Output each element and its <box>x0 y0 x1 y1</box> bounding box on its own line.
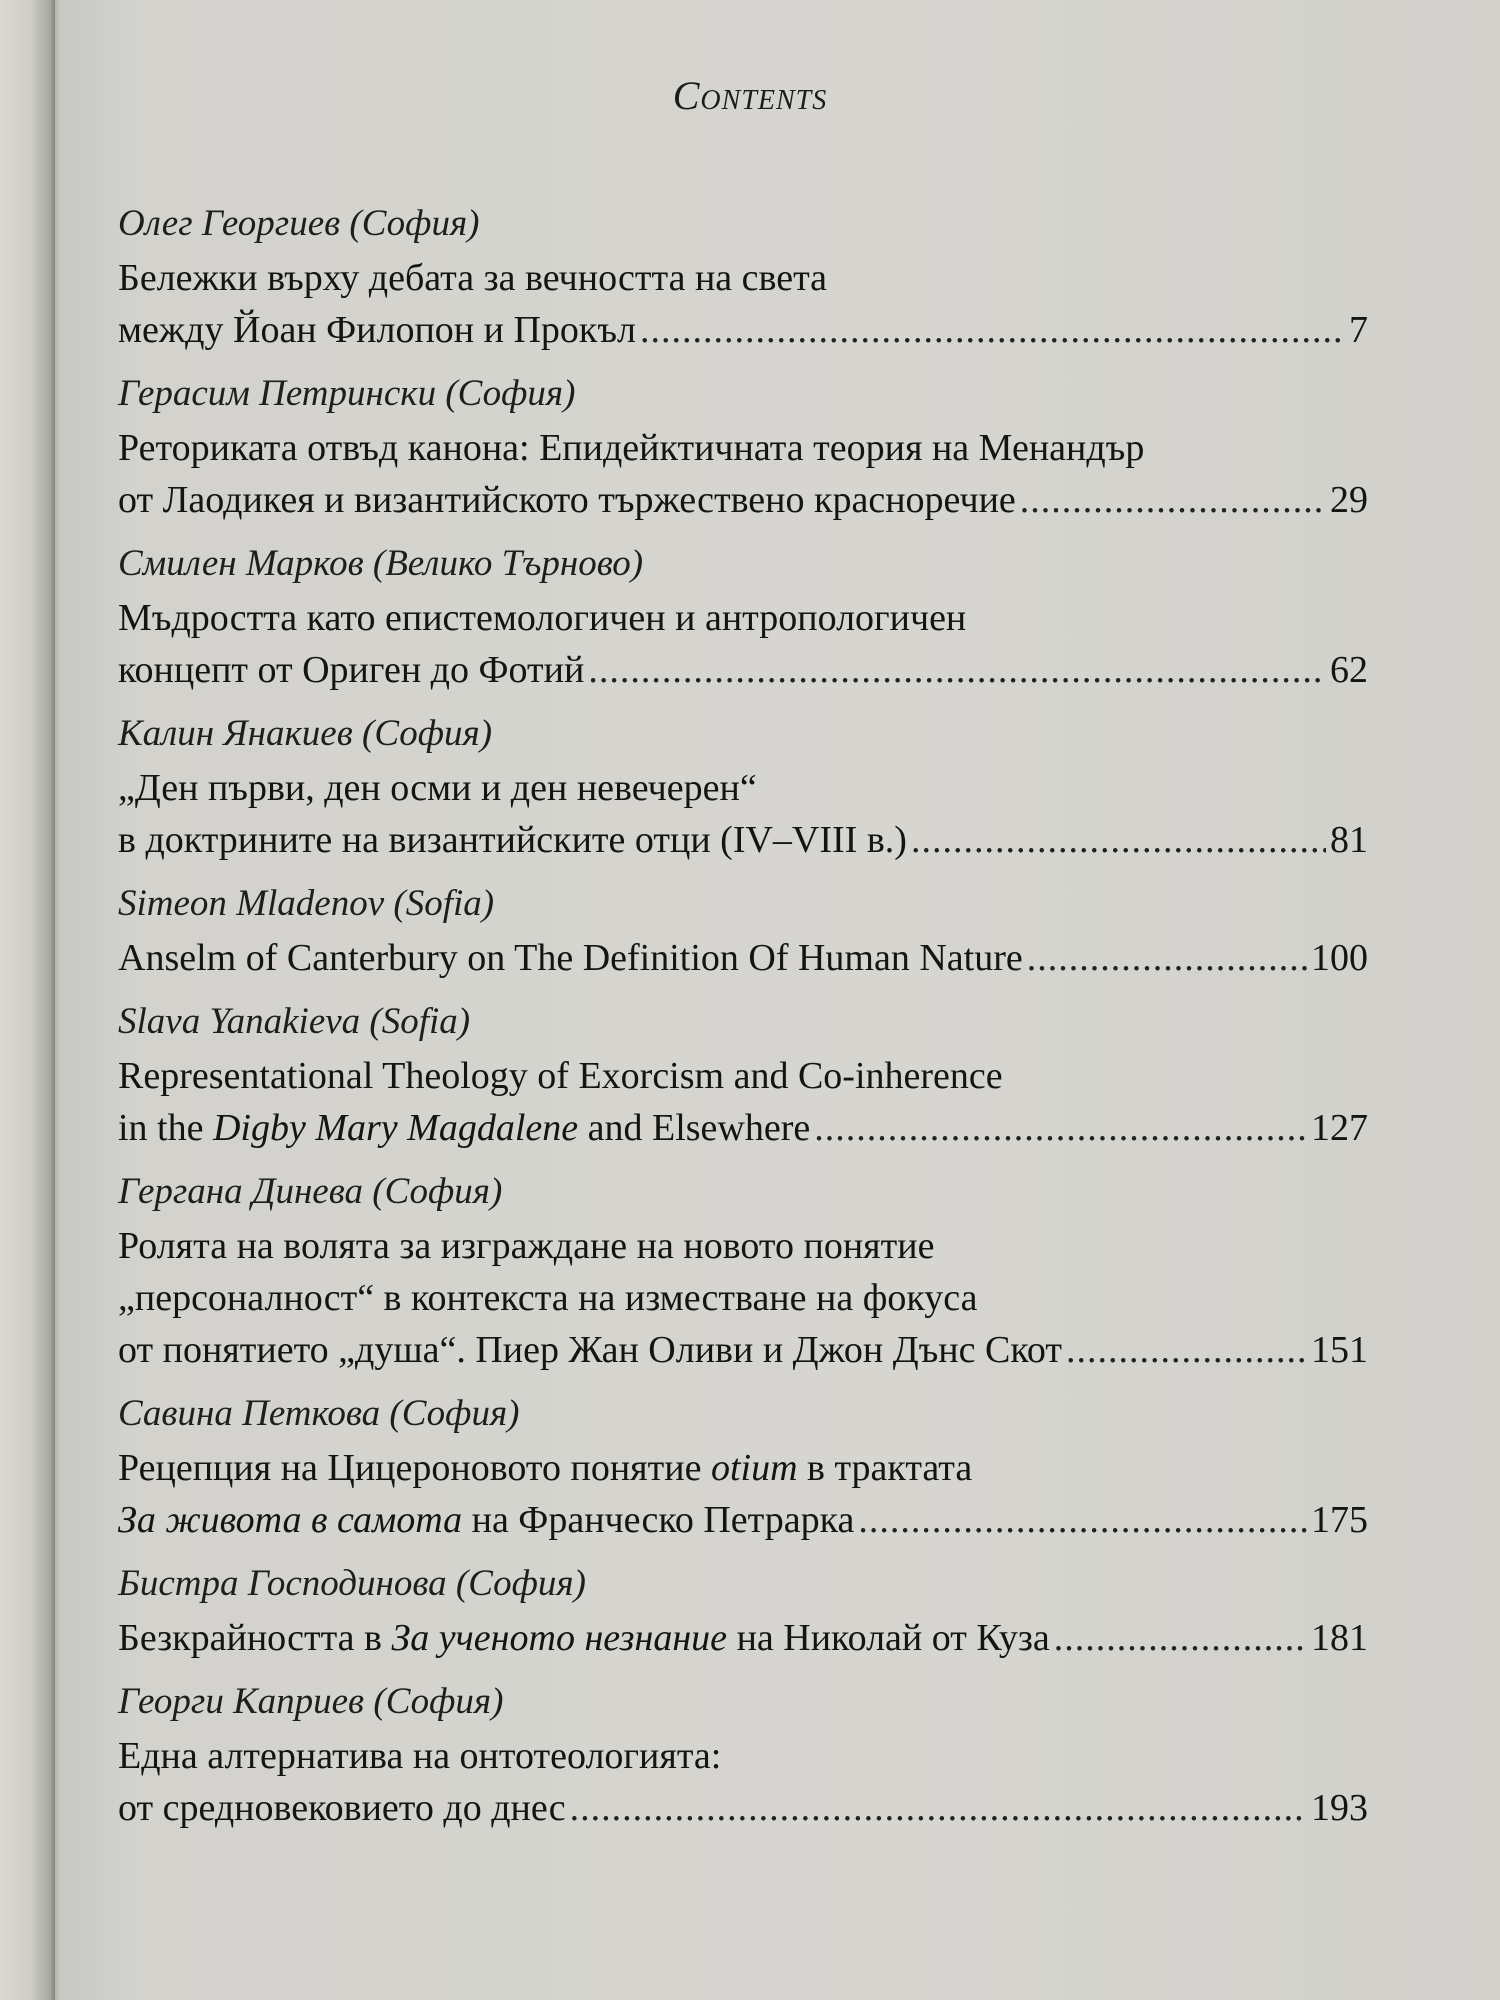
entry-author: Герасим Петрински (София) <box>118 373 576 414</box>
page-number: 7 <box>1349 309 1368 351</box>
entry-title-text <box>118 1494 854 1546</box>
dot-leader <box>814 1102 1307 1154</box>
title-italic-segment: За живота в самота <box>118 1499 463 1541</box>
toc-entry <box>118 370 1368 526</box>
dot-leader <box>911 814 1326 866</box>
entry-title-last-line <box>118 1324 1368 1376</box>
entry-author: Олег Георгиев (София) <box>118 203 480 244</box>
entry-title-text: от средновековието до днес <box>118 1787 566 1829</box>
entry-author: Slava Yanakieva (Sofia) <box>118 1001 471 1042</box>
entry-title-line: „персоналност“ в контекста на изместване на фокуса <box>118 1277 978 1319</box>
entry-title-text: между Йоан Филопон и Прокъл <box>118 309 636 351</box>
entry-author: Simeon Mladenov (Sofia) <box>118 883 495 924</box>
dot-leader <box>858 1494 1307 1546</box>
entry-title-line <box>118 1442 1368 1494</box>
toc-entry <box>118 880 1368 984</box>
title-segment: Безкрайността в <box>118 1617 392 1659</box>
page-number: 151 <box>1311 1329 1368 1371</box>
entry-title-text: Anselm of Canterbury on The Definition Of Human Nature <box>118 937 1023 979</box>
title-segment: Рецепция на Цицероновото понятие <box>118 1447 711 1489</box>
toc-entry <box>118 1560 1368 1664</box>
toc-entry <box>118 998 1368 1154</box>
entry-title-last-line <box>118 1494 1368 1546</box>
page-number: 193 <box>1311 1787 1368 1829</box>
entry-title-text: от понятието „душа“. Пиер Жан Оливи и Джон Дънс Скот <box>118 1329 1062 1371</box>
entry-title-last-line <box>118 932 1368 984</box>
page-number: 62 <box>1330 649 1368 691</box>
title-italic-segment: otium <box>710 1447 798 1489</box>
entry-author: Георги Каприев (София) <box>118 1681 504 1722</box>
entry-author: Смилен Марков (Велико Търново) <box>118 543 644 584</box>
title-segment: на Франческо Петрарка <box>462 1499 855 1541</box>
entry-title-last-line <box>118 644 1368 696</box>
entry-title-line: Бележки върху дебата за вечността на света <box>118 257 828 299</box>
page-number: 127 <box>1311 1107 1368 1149</box>
facing-page-edge <box>0 0 55 2000</box>
entry-title-line: Мъдростта като епистемологичен и антропологичен <box>118 597 967 639</box>
page-number: 175 <box>1311 1499 1368 1541</box>
entry-title-last-line <box>118 1612 1368 1664</box>
entry-author: Бистра Господинова (София) <box>118 1563 586 1604</box>
entry-title-line: „Ден първи, ден осми и ден невечерен“ <box>118 767 757 809</box>
entry-title-text: концепт от Ориген до Фотий <box>118 649 585 691</box>
entry-title-last-line <box>118 814 1368 866</box>
page-number: 81 <box>1330 819 1368 861</box>
dot-leader <box>1027 932 1307 984</box>
page-number: 100 <box>1311 937 1368 979</box>
toc-entry <box>118 1390 1368 1546</box>
entry-title-last-line <box>118 304 1368 356</box>
entry-title-line: Representational Theology of Exorcism and Co-inherence <box>118 1055 1003 1097</box>
title-italic-segment: За ученото незнание <box>391 1617 728 1659</box>
dot-leader <box>570 1782 1307 1834</box>
entry-title-text: от Лаодикея и византийското тържествено красноречие <box>118 479 1016 521</box>
toc-entry <box>118 200 1368 356</box>
entry-title-text <box>118 1612 1050 1664</box>
entry-title-last-line <box>118 1102 1368 1154</box>
entry-title-text: в доктрините на византийските отци (IV–VIII в.) <box>118 819 907 861</box>
entry-title-line: Реториката отвъд канона: Епидейктичната теория на Менандър <box>118 427 1145 469</box>
dot-leader <box>1054 1612 1307 1664</box>
table-of-contents <box>118 200 1368 1848</box>
dot-leader <box>1020 474 1326 526</box>
entry-title-line: Една алтернатива на онтотеологията: <box>118 1735 722 1777</box>
title-segment: and Elsewhere <box>578 1107 811 1149</box>
toc-entry <box>118 710 1368 866</box>
entry-title-last-line <box>118 474 1368 526</box>
entry-author: Савина Петкова (София) <box>118 1393 520 1434</box>
dot-leader <box>640 304 1345 356</box>
toc-entry <box>118 540 1368 696</box>
title-segment: в трактата <box>797 1447 973 1489</box>
title-segment: на Николай от Куза <box>727 1617 1050 1659</box>
title-segment: in the <box>118 1107 213 1149</box>
title-italic-segment: Digby Mary Magdalene <box>212 1107 579 1149</box>
entry-title-last-line <box>118 1782 1368 1834</box>
toc-entry <box>118 1678 1368 1834</box>
entry-author: Калин Янакиев (София) <box>118 713 493 754</box>
dot-leader <box>588 644 1326 696</box>
toc-entry <box>118 1168 1368 1376</box>
entry-author: Гергана Динева (София) <box>118 1171 503 1212</box>
entry-title-text <box>118 1102 810 1154</box>
dot-leader <box>1066 1324 1307 1376</box>
page-title: Contents <box>672 73 828 118</box>
page-number: 181 <box>1311 1617 1368 1659</box>
entry-title-line: Ролята на волята за изграждане на новото понятие <box>118 1225 935 1267</box>
page-number: 29 <box>1330 479 1368 521</box>
